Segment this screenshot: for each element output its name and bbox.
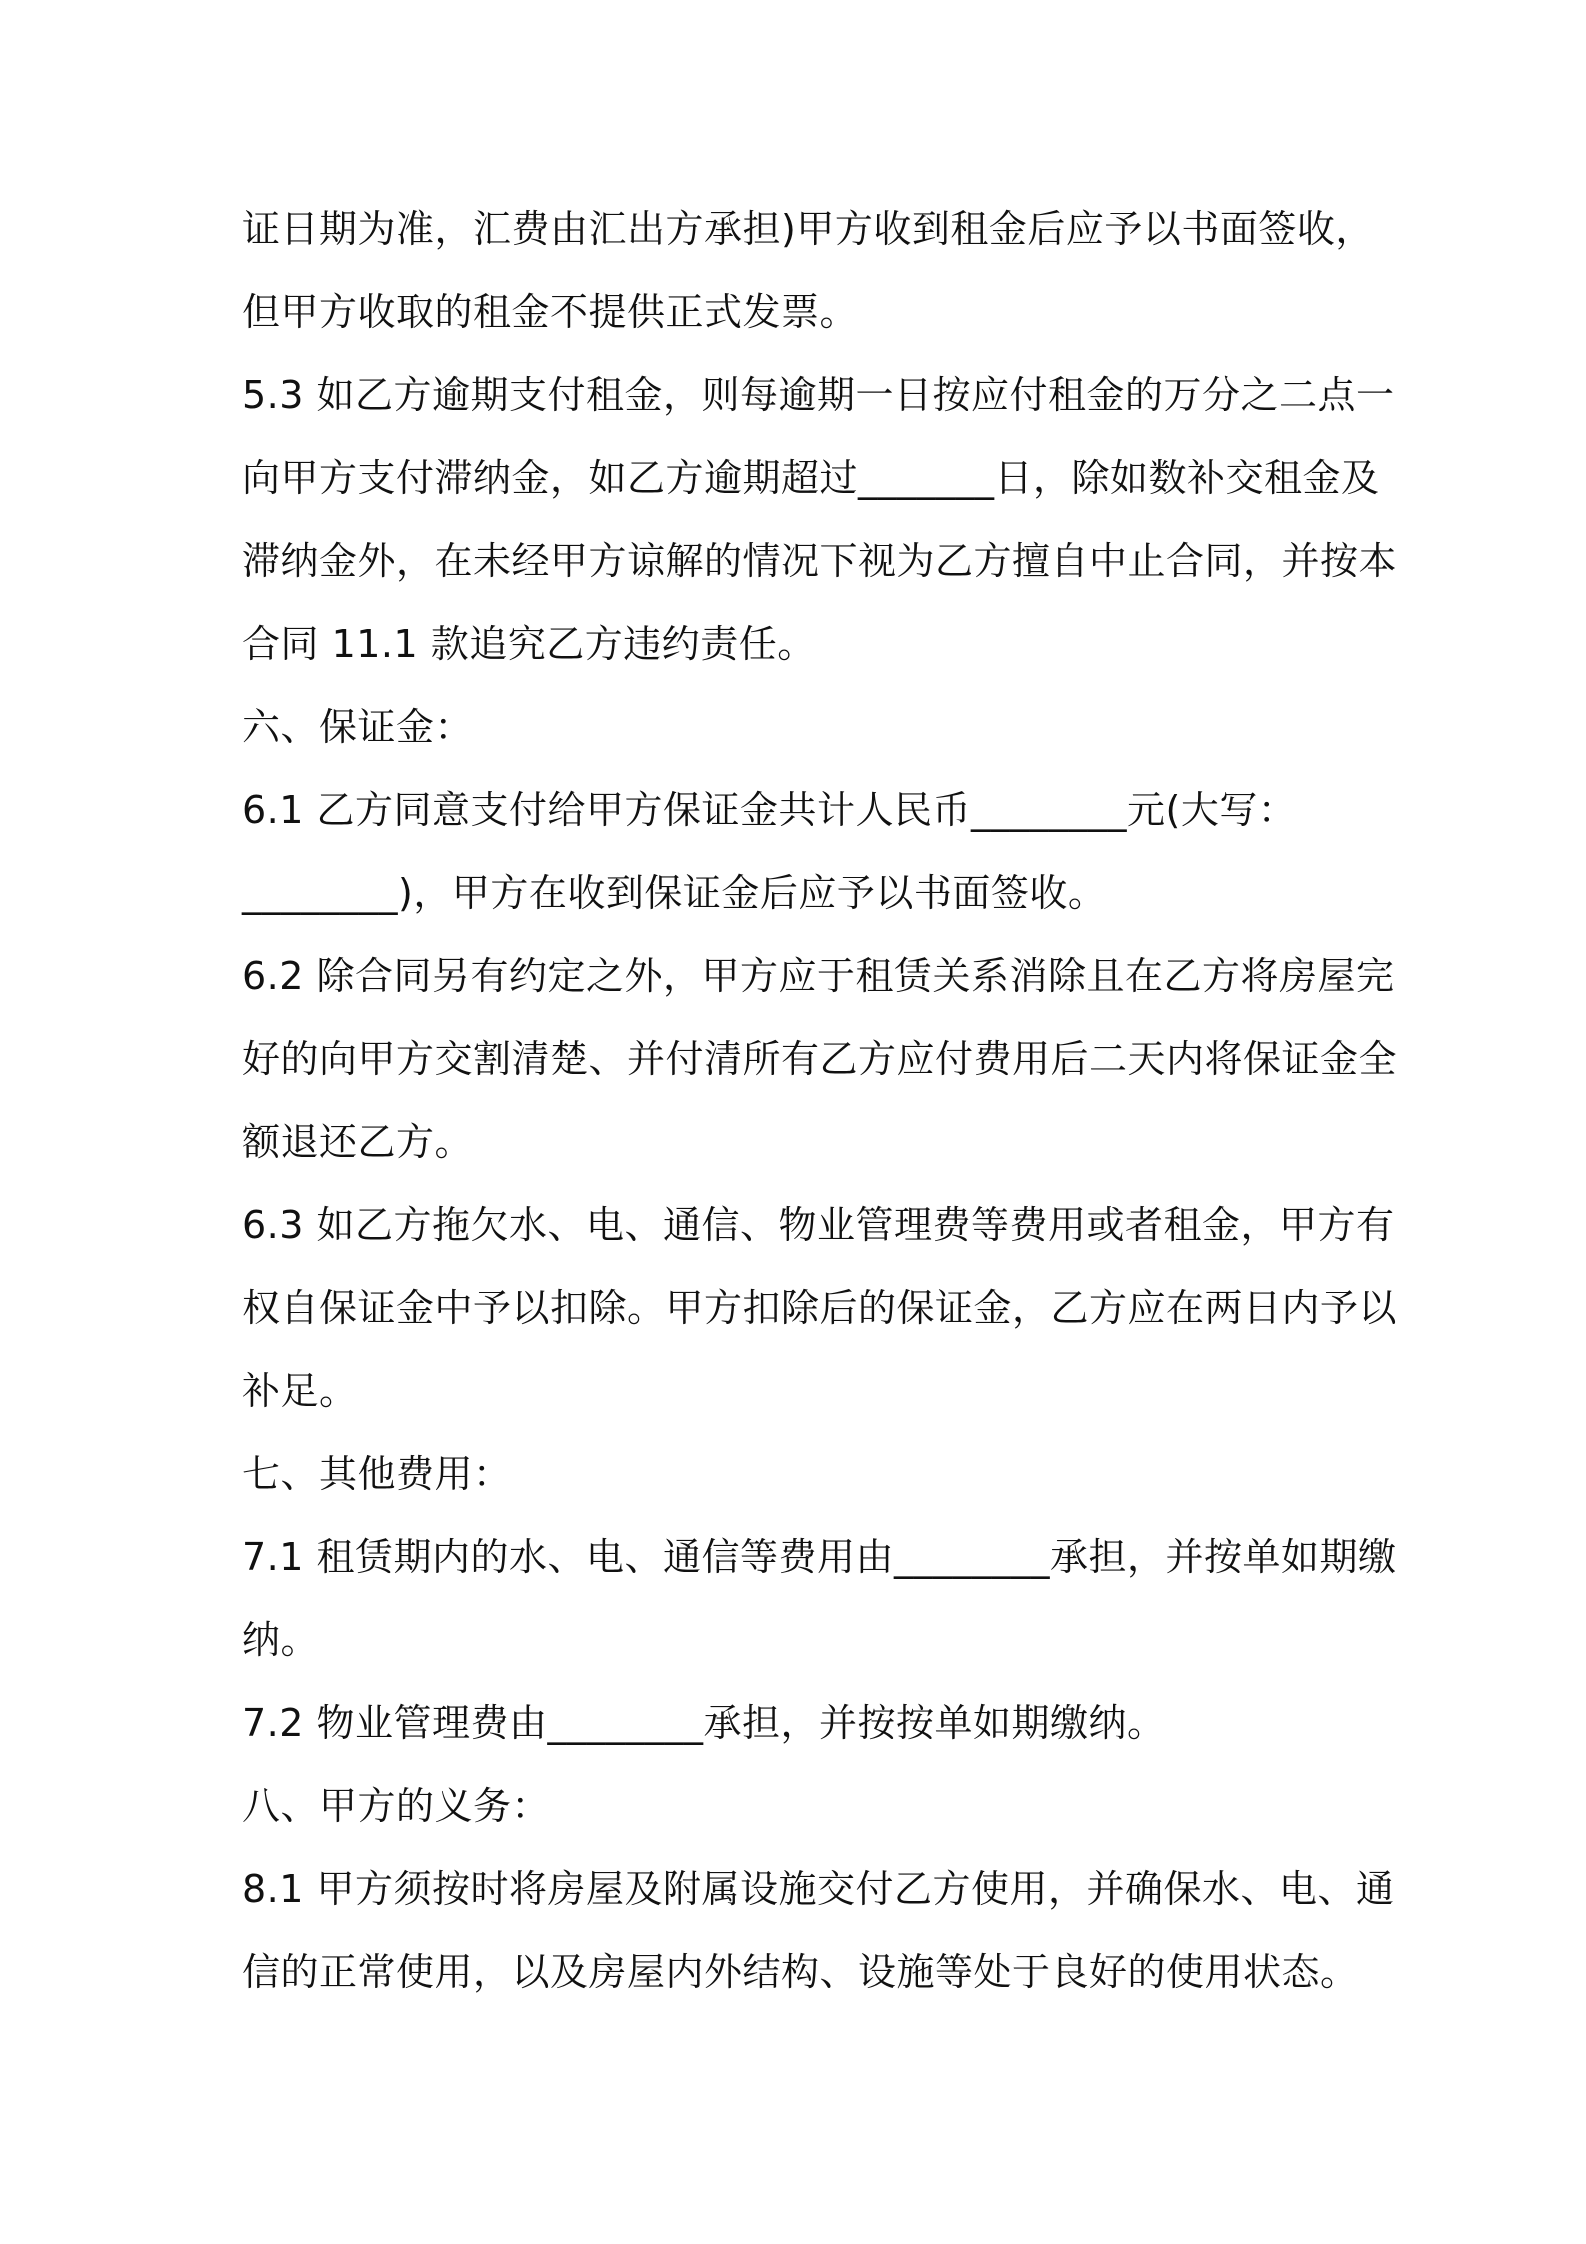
- document-body: [242, 188, 1398, 2014]
- clause-6-3-line: 6.3 如乙方拖欠水、电、通信、物业管理费等费用或者租金，甲方有: [242, 1203, 1395, 1247]
- clause-5-3-line: 5.3 如乙方逾期支付租金，则每逾期一日按应付租金的万分之二点一: [242, 373, 1395, 417]
- section-heading-deposit: 六、保证金：: [242, 705, 474, 749]
- clause-7-1-line: 7.1 租赁期内的水、电、通信等费用由________承担，并按单如期缴: [242, 1535, 1397, 1579]
- clause-6-3-line: 补足。: [242, 1369, 358, 1413]
- clause-6-1-line: 6.1 乙方同意支付给甲方保证金共计人民币________元(大写：: [242, 788, 1297, 832]
- clause-5-3-line: 合同 11.1 款追究乙方违约责任。: [242, 622, 816, 666]
- clause-6-2-line: 6.2 除合同另有约定之外，甲方应于租赁关系消除且在乙方将房屋完: [242, 954, 1395, 998]
- clause-6-2-line: 额退还乙方。: [242, 1120, 474, 1164]
- clause-7-2-line: 7.2 物业管理费由________承担，并按按单如期缴纳。: [242, 1701, 1166, 1745]
- clause-8-1-line: 8.1 甲方须按时将房屋及附属设施交付乙方使用，并确保水、电、通: [242, 1867, 1395, 1911]
- clause-6-1-line: ________)，甲方在收到保证金后应予以书面签收。: [242, 871, 1107, 915]
- text-line-continuation: 但甲方收取的租金不提供正式发票。: [242, 290, 859, 334]
- section-heading-other-fees: 七、其他费用：: [242, 1452, 512, 1496]
- clause-6-2-line: 好的向甲方交割清楚、并付清所有乙方应付费用后二天内将保证金全: [242, 1037, 1398, 1081]
- clause-6-3-line: 权自保证金中予以扣除。甲方扣除后的保证金，乙方应在两日内予以: [242, 1286, 1398, 1330]
- section-heading-party-a-obligations: 八、甲方的义务：: [242, 1784, 551, 1828]
- clause-5-3-line: 滞纳金外，在未经甲方谅解的情况下视为乙方擅自中止合同，并按本: [242, 539, 1398, 583]
- text-line-continuation: 证日期为准，汇费由汇出方承担)甲方收到租金后应予以书面签收，: [242, 207, 1374, 251]
- clause-8-1-line: 信的正常使用，以及房屋内外结构、设施等处于良好的使用状态。: [242, 1950, 1359, 1994]
- clause-7-1-line: 纳。: [242, 1618, 320, 1662]
- clause-5-3-line: 向甲方支付滞纳金，如乙方逾期超过_______日，除如数补交租金及: [242, 456, 1380, 500]
